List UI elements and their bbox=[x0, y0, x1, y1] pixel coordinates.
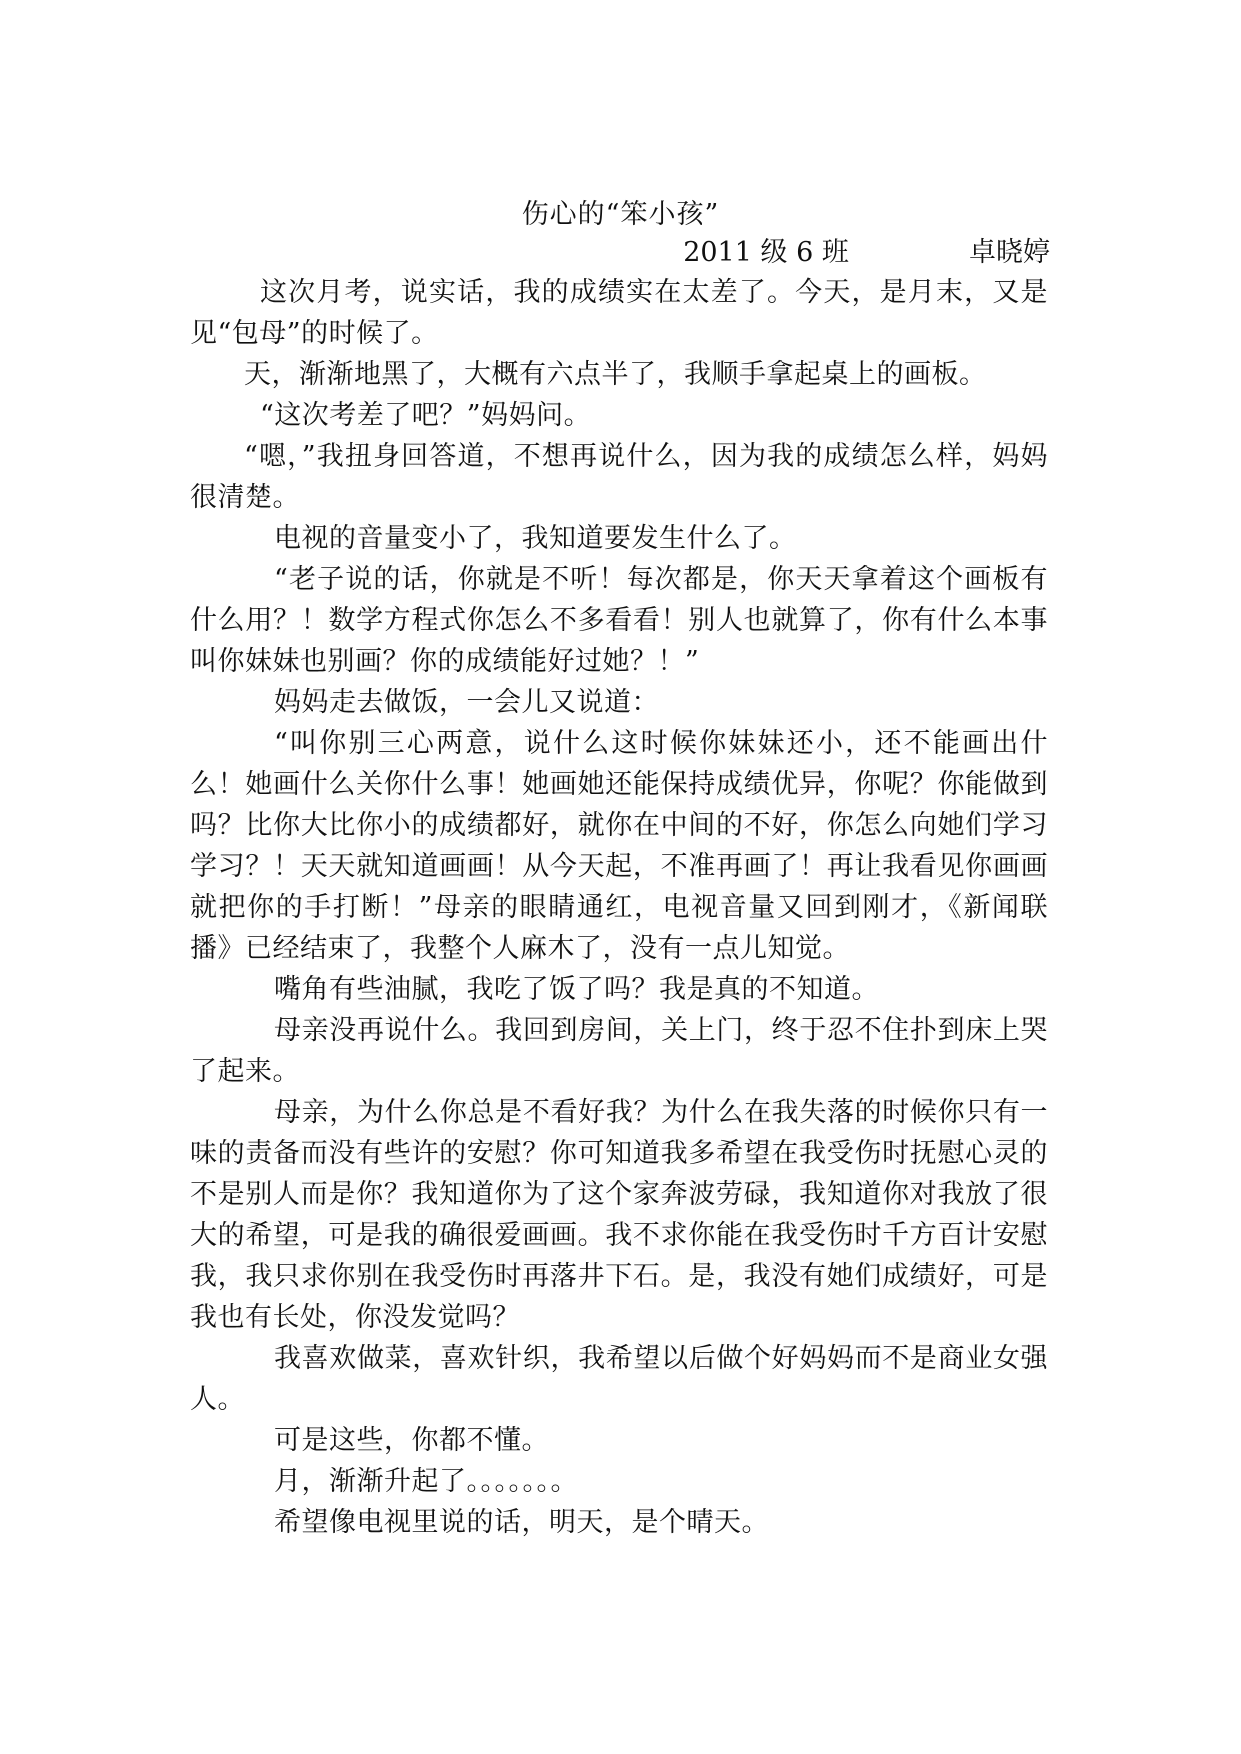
paragraph: 希望像电视里说的话，明天，是个晴天。 bbox=[274, 1507, 769, 1538]
paragraph: “嗯，”我扭身回答道，不想再说什么，因为我的成绩怎么样，妈妈很清楚。 bbox=[190, 441, 1048, 513]
paragraph: 可是这些，你都不懂。 bbox=[274, 1425, 549, 1456]
paragraph: “老子说的话，你就是不听！每次都是，你天天拿着这个画板有什么用？！数学方程式你怎么不多看看！别人也就算了，你有什么本事叫你妹妹也别画？你的成绩能好过她？！” bbox=[190, 564, 1048, 677]
paragraph: 妈妈走去做饭，一会儿又说道： bbox=[274, 687, 659, 718]
paragraph: “叫你别三心两意，说什么这时候你妹妹还小，还不能画出什么！她画什么关你什么事！她画她还能保持成绩优异，你呢？你能做到吗？比你大比你小的成绩都好，就你在中间的不好，你怎么向她们学习学习？！天天就知道画画！从今天起，不准再画了！再让我看见你画画就把你的手打断！”母亲的眼睛通红，电视音量又回到刚才，《新闻联播》已经结束了，我整个人麻木了，没有一点儿知觉。 bbox=[190, 728, 1048, 964]
paragraph: 电视的音量变小了，我知道要发生什么了。 bbox=[274, 523, 797, 554]
paragraph: 我喜欢做菜，喜欢针织，我希望以后做个好妈妈而不是商业女强人。 bbox=[190, 1343, 1048, 1415]
paragraph: 母亲没再说什么。我回到房间，关上门，终于忍不住扑到床上哭了起来。 bbox=[190, 1015, 1048, 1087]
paragraph: 母亲，为什么你总是不看好我？为什么在我失落的时候你只有一味的责备而没有些许的安慰？你可知道我多希望在我受伤时抚慰心灵的不是别人而是你？我知道你为了这个家奔波劳碌，我知道你对我放了很大的希望，可是我的确很爱画画。我不求你能在我受伤时千方百计安慰我，我只求你别在我受伤时再落井下石。是，我没有她们成绩好，可是我也有长处，你没发觉吗？ bbox=[190, 1097, 1048, 1333]
paragraph: 天，渐渐地黑了，大概有六点半了，我顺手拿起桌上的画板。 bbox=[244, 359, 987, 390]
essay-body bbox=[190, 272, 1048, 1543]
byline bbox=[190, 234, 1050, 272]
paragraph: 这次月考，说实话，我的成绩实在太差了。今天，是月末，又是见“包母”的时候了。 bbox=[190, 277, 1048, 349]
author-name: 卓晓婷 bbox=[969, 237, 1050, 268]
paragraph: 月，渐渐升起了。。。。。。。 bbox=[274, 1466, 578, 1497]
paragraph: “这次考差了吧？”妈妈问。 bbox=[260, 400, 592, 431]
class-label: 2011 级 6 班 bbox=[683, 237, 849, 268]
paragraph: 嘴角有些油腻，我吃了饭了吗？我是真的不知道。 bbox=[274, 974, 879, 1005]
essay-title: 伤心的“笨小孩” bbox=[521, 199, 720, 230]
